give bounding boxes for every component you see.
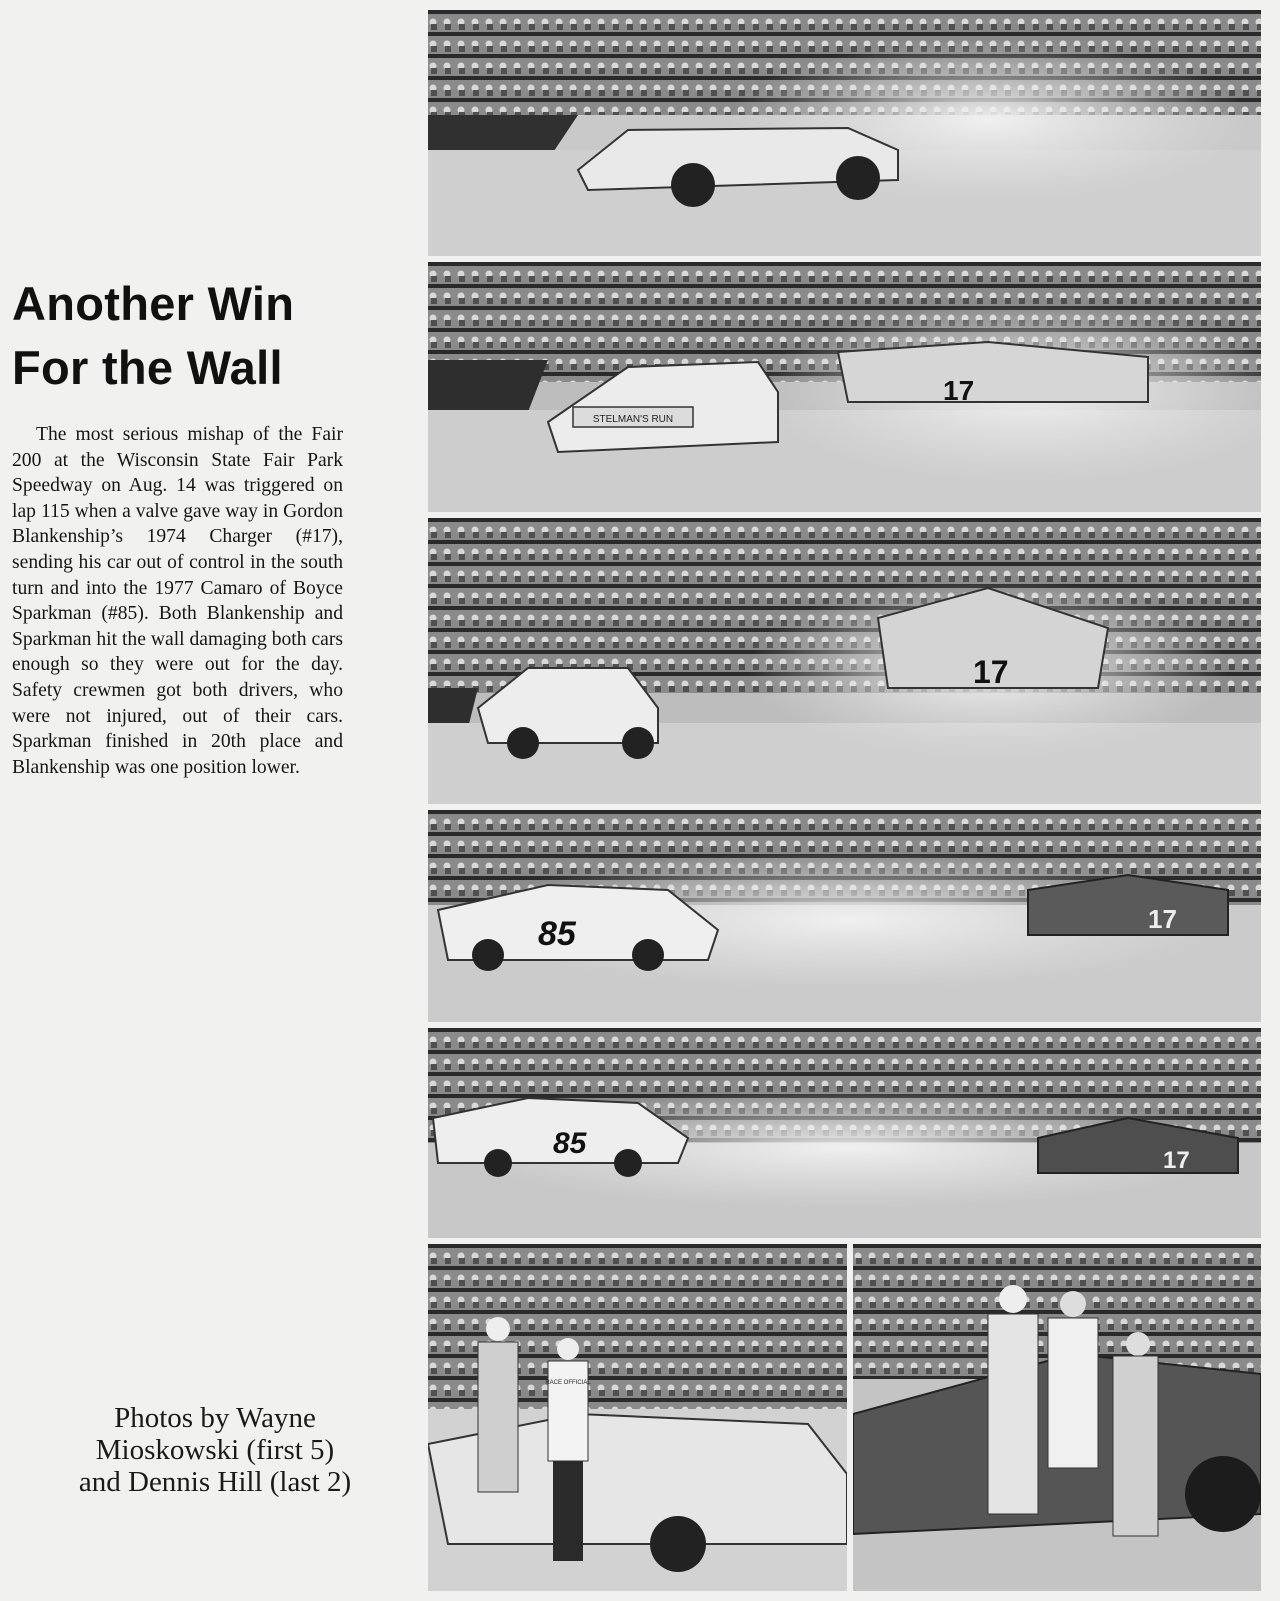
article-headline: [12, 272, 352, 400]
crash-photo-5: [428, 1028, 1261, 1238]
crash-photo-4: [428, 810, 1261, 1022]
crew-photo-7: [853, 1244, 1261, 1591]
car-85-number: 85: [538, 915, 576, 953]
credit-line-1: Photos by Wayne: [114, 1402, 316, 1434]
crash-photo-3: [428, 518, 1261, 804]
crash-photo-2: [428, 262, 1261, 512]
car-17-number: 17: [943, 375, 975, 406]
car-17-number-3: 17: [1148, 904, 1177, 934]
credit-line-2: Mioskowski (first 5): [95, 1434, 335, 1466]
headline-line-2: For the Wall: [12, 340, 283, 394]
crash-photo-1: [428, 10, 1261, 256]
car-17-number-2: 17: [973, 654, 1009, 690]
car-85-number-2: 85: [553, 1127, 587, 1160]
photo-credit: [30, 1402, 400, 1498]
crew-photo-6: [428, 1244, 847, 1591]
sign-text: STELMAN'S RUN: [592, 414, 674, 425]
crewman-figure: [478, 1317, 518, 1492]
headline-line-1: Another Win: [12, 277, 295, 330]
article-body: The most serious mishap of the Fair 200 at the Wisconsin State Fair Park Speedway on Aug. 14 was triggered on lap 115 when a valve gave way in Gordon Blankenship’s 1974 Charger (#17), sending his car out of control in the south turn and into the 1977 Camaro of Boyce Sparkman (#85). Both Blankenship and Sparkman hit the wall damaging both cars enough so they were out for the day. Safety crewmen got both drivers, who were not injured, out of their cars. Sparkman finished in 20th place and Blankenship was one position lower.: [12, 424, 343, 778]
credit-line-3: and Dennis Hill (last 2): [78, 1466, 352, 1498]
shirt-text: RACE OFFICIAL: [545, 1380, 591, 1386]
car-17-number-4: 17: [1163, 1147, 1190, 1174]
